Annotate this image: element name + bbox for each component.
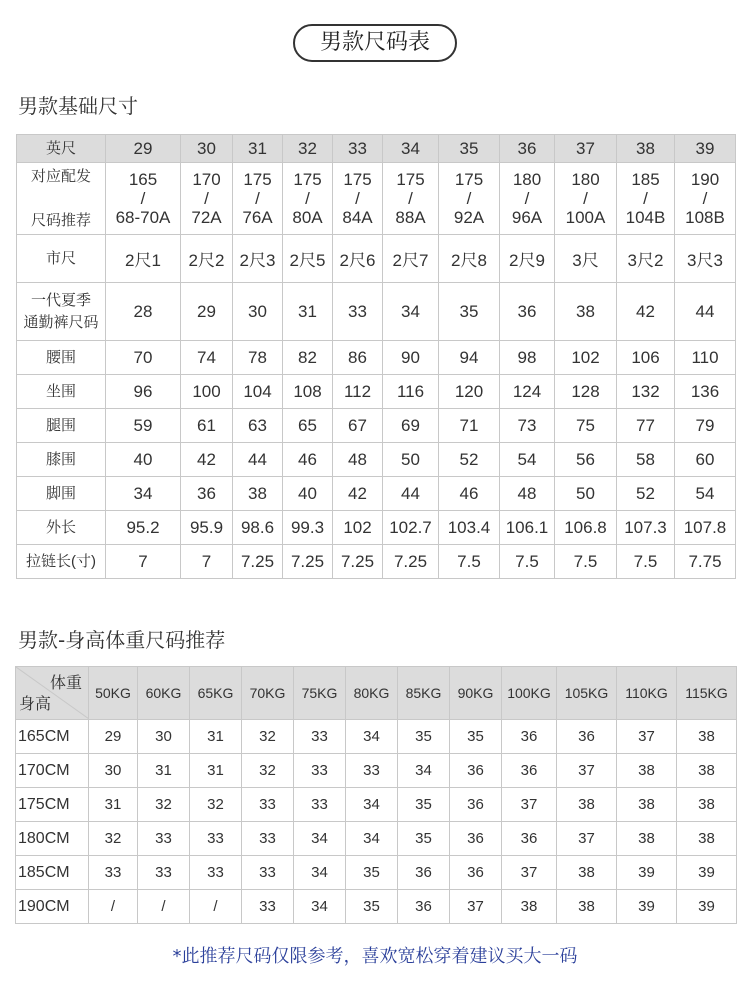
measurement-cell: 104: [233, 375, 283, 409]
measurement-cell: 30: [233, 283, 283, 341]
row-label-line2: 通勤裤尺码: [23, 313, 99, 331]
recommended-size-cell: /: [89, 890, 138, 924]
measurement-cell: 128: [555, 375, 617, 409]
build-code: 72A: [191, 208, 222, 227]
measurement-cell: 124: [500, 375, 555, 409]
height-row: [16, 822, 737, 856]
measurement-cell: 102.7: [383, 511, 439, 545]
weight-header-cell: 110KG: [617, 667, 677, 720]
height-value: 180: [571, 170, 600, 189]
height-separator: /: [524, 189, 530, 208]
measurement-cell: 90: [383, 341, 439, 375]
recommended-size-cell: 36: [450, 754, 502, 788]
height-row: [16, 720, 737, 754]
measurement-cell: 2尺9: [500, 235, 555, 283]
height-row: [16, 788, 737, 822]
measurement-cell: 7.5: [555, 545, 617, 579]
recommended-size-cell: 31: [138, 754, 190, 788]
measurement-cell: 99.3: [283, 511, 333, 545]
weight-header-cell: 50KG: [89, 667, 138, 720]
measurement-cell: 110: [675, 341, 736, 375]
size-header-cell: 34: [383, 135, 439, 163]
recommended-size-cell: 36: [502, 754, 557, 788]
build-code: 104B: [625, 208, 666, 227]
measurement-cell: 46: [283, 443, 333, 477]
height-separator: /: [255, 189, 260, 208]
height-recommend-cell: [617, 163, 675, 235]
measurement-cell: 7.5: [500, 545, 555, 579]
measurement-cell: 70: [106, 341, 181, 375]
weight-header-row: [16, 667, 737, 720]
measurement-cell: 96: [106, 375, 181, 409]
recommended-size-cell: 37: [450, 890, 502, 924]
recommended-size-cell: 30: [89, 754, 138, 788]
measurement-cell: 2尺8: [439, 235, 500, 283]
recommended-size-cell: 34: [294, 822, 346, 856]
recommended-size-cell: 37: [617, 720, 677, 754]
measurement-cell: 34: [106, 477, 181, 511]
height-value: 165: [128, 170, 158, 189]
measurement-cell: 69: [383, 409, 439, 443]
measurement-cell: 112: [333, 375, 383, 409]
size-header-cell: 36: [500, 135, 555, 163]
measurement-cell: 108: [283, 375, 333, 409]
recommended-size-cell: 38: [617, 788, 677, 822]
corner-weight-label: 体重: [49, 675, 82, 692]
row-label: 外长: [17, 511, 106, 545]
row-label-line1: 对应配发: [30, 167, 91, 185]
measurement-cell: 42: [181, 443, 233, 477]
recommended-size-cell: 37: [502, 788, 557, 822]
measurement-cell: 46: [439, 477, 500, 511]
recommended-size-cell: 38: [557, 856, 617, 890]
height-separator: /: [643, 189, 648, 208]
measurement-cell: 106.1: [500, 511, 555, 545]
measurement-cell: 40: [106, 443, 181, 477]
height-recommend-cell: [181, 163, 233, 235]
measurement-cell: 52: [617, 477, 675, 511]
recommended-size-cell: 34: [346, 720, 398, 754]
measurement-cell: 3尺2: [617, 235, 675, 283]
weight-header-cell: 70KG: [242, 667, 294, 720]
page-title: 男款尺码表: [293, 24, 457, 62]
height-recommend-cell: [106, 163, 181, 235]
measurement-cell: 132: [617, 375, 675, 409]
row-label: 腰围: [17, 341, 106, 375]
row-label: 腿围: [17, 409, 106, 443]
height-value: 175: [243, 170, 272, 189]
row-label: 市尺: [17, 235, 106, 283]
measurement-cell: 102: [333, 511, 383, 545]
size-header-cell: 30: [181, 135, 233, 163]
height-value: 185: [631, 170, 660, 189]
measurement-cell: 33: [333, 283, 383, 341]
recommended-size-cell: 33: [242, 788, 294, 822]
recommended-size-cell: 38: [557, 788, 617, 822]
build-code: 100A: [565, 208, 606, 227]
measurement-row: [17, 477, 736, 511]
measurement-cell: 107.3: [617, 511, 675, 545]
measurement-cell: 35: [439, 283, 500, 341]
row-label: 脚围: [17, 477, 106, 511]
recommended-size-cell: 36: [502, 720, 557, 754]
size-header-cell: 31: [233, 135, 283, 163]
recommended-size-cell: 38: [677, 788, 737, 822]
measurement-cell: 38: [233, 477, 283, 511]
measurement-cell: 7.5: [617, 545, 675, 579]
height-row: [16, 856, 737, 890]
height-separator: /: [408, 189, 413, 208]
measurement-cell: 28: [106, 283, 181, 341]
measurement-cell: 59: [106, 409, 181, 443]
recommended-size-cell: 34: [294, 890, 346, 924]
recommended-size-cell: 36: [557, 720, 617, 754]
measurement-cell: 29: [181, 283, 233, 341]
height-separator: /: [355, 189, 360, 208]
height-recommend-cell: [283, 163, 333, 235]
recommended-size-cell: 35: [346, 856, 398, 890]
measurement-row: [17, 341, 736, 375]
measurement-cell: 48: [333, 443, 383, 477]
height-value: 175: [343, 170, 372, 189]
measurement-cell: 34: [383, 283, 439, 341]
measurement-cell: 40: [283, 477, 333, 511]
measurement-cell: 3尺: [555, 235, 617, 283]
build-code: 80A: [292, 208, 323, 227]
measurement-cell: 2尺7: [383, 235, 439, 283]
height-label: 170CM: [16, 754, 89, 788]
footnote: *此推荐尺码仅限参考，喜欢宽松穿着建议买大一码: [172, 946, 578, 967]
measurement-row: [17, 235, 736, 283]
build-code: 84A: [342, 208, 373, 227]
recommended-size-cell: 31: [89, 788, 138, 822]
measurement-row: [17, 511, 736, 545]
height-separator: /: [583, 189, 588, 208]
recommended-size-cell: 38: [677, 720, 737, 754]
weight-header-cell: 85KG: [398, 667, 450, 720]
height-value: 175: [454, 170, 484, 189]
measurement-cell: 65: [283, 409, 333, 443]
recommended-size-cell: 34: [294, 856, 346, 890]
recommended-size-cell: 39: [677, 890, 737, 924]
recommended-size-cell: 38: [557, 890, 617, 924]
measurement-cell: 48: [500, 477, 555, 511]
measurement-cell: 42: [617, 283, 675, 341]
recommended-size-cell: 36: [398, 856, 450, 890]
height-value: 180: [512, 170, 542, 189]
height-value: 170: [192, 170, 221, 189]
height-row: [16, 890, 737, 924]
height-recommend-cell: [439, 163, 500, 235]
height-weight-table: [15, 666, 737, 924]
measurement-cell: 7.75: [675, 545, 736, 579]
measurement-cell: 38: [555, 283, 617, 341]
height-value: 175: [293, 170, 322, 189]
height-recommend-cell: [233, 163, 283, 235]
recommended-size-cell: 35: [450, 720, 502, 754]
recommended-size-cell: 31: [190, 720, 242, 754]
build-code: 96A: [511, 208, 543, 227]
measurement-cell: 44: [233, 443, 283, 477]
measurement-row: [17, 283, 736, 341]
measurement-cell: 60: [675, 443, 736, 477]
measurement-cell: 95.2: [106, 511, 181, 545]
size-header-cell: 38: [617, 135, 675, 163]
recommended-size-cell: 33: [190, 822, 242, 856]
measurement-cell: 44: [675, 283, 736, 341]
recommended-size-cell: 35: [398, 788, 450, 822]
row-label: [17, 283, 106, 341]
measurement-row: [17, 409, 736, 443]
measurement-cell: 102: [555, 341, 617, 375]
recommended-size-cell: 37: [557, 754, 617, 788]
measurement-cell: 75: [555, 409, 617, 443]
measurement-cell: 2尺3: [233, 235, 283, 283]
recommended-size-cell: 32: [242, 720, 294, 754]
recommended-size-cell: 35: [398, 822, 450, 856]
height-recommend-cell: [333, 163, 383, 235]
height-value: 175: [396, 170, 425, 189]
measurement-row: [17, 545, 736, 579]
weight-header-cell: 80KG: [346, 667, 398, 720]
row-label: 拉链长(寸): [17, 545, 106, 579]
recommended-size-cell: 33: [242, 822, 294, 856]
measurement-cell: 50: [555, 477, 617, 511]
measurement-cell: 98.6: [233, 511, 283, 545]
measurement-cell: 106: [617, 341, 675, 375]
size-header-cell: 35: [439, 135, 500, 163]
weight-header-cell: 65KG: [190, 667, 242, 720]
measurement-cell: 63: [233, 409, 283, 443]
recommended-size-cell: 36: [450, 788, 502, 822]
recommended-size-cell: 38: [502, 890, 557, 924]
measurement-cell: 2尺5: [283, 235, 333, 283]
height-label: 180CM: [16, 822, 89, 856]
row-label: 膝围: [17, 443, 106, 477]
size-header-cell: 33: [333, 135, 383, 163]
weight-header-cell: 100KG: [502, 667, 557, 720]
recommended-size-cell: 33: [294, 754, 346, 788]
measurement-cell: 3尺3: [675, 235, 736, 283]
recommended-size-cell: 33: [242, 856, 294, 890]
recommended-size-cell: 35: [398, 720, 450, 754]
measurement-cell: 106.8: [555, 511, 617, 545]
measurement-cell: 2尺2: [181, 235, 233, 283]
height-label: 175CM: [16, 788, 89, 822]
measurement-cell: 61: [181, 409, 233, 443]
measurement-cell: 2尺1: [106, 235, 181, 283]
build-code: 88A: [395, 208, 426, 227]
height-separator: /: [204, 189, 209, 208]
measurement-cell: 74: [181, 341, 233, 375]
measurement-cell: 103.4: [439, 511, 500, 545]
build-code: 108B: [685, 208, 725, 227]
measurement-cell: 7.25: [233, 545, 283, 579]
recommended-size-cell: 33: [89, 856, 138, 890]
row-label: 坐围: [17, 375, 106, 409]
recommended-size-cell: 33: [190, 856, 242, 890]
height-value: 190: [690, 170, 720, 189]
size-header-cell: 39: [675, 135, 736, 163]
measurement-cell: 100: [181, 375, 233, 409]
measurement-cell: 71: [439, 409, 500, 443]
measurement-cell: 44: [383, 477, 439, 511]
measurement-cell: 36: [181, 477, 233, 511]
recommended-size-cell: 38: [677, 822, 737, 856]
recommended-size-cell: 32: [138, 788, 190, 822]
measurement-cell: 56: [555, 443, 617, 477]
recommended-size-cell: 33: [242, 890, 294, 924]
measurement-cell: 79: [675, 409, 736, 443]
measurement-cell: 54: [675, 477, 736, 511]
recommended-size-cell: 33: [346, 754, 398, 788]
height-separator: /: [702, 189, 708, 208]
weight-header-cell: 60KG: [138, 667, 190, 720]
size-header-cell: 29: [106, 135, 181, 163]
build-code: 76A: [242, 208, 273, 227]
section-title-basic-sizes: 男款基础尺寸: [18, 94, 138, 118]
height-recommend-row: [17, 163, 736, 235]
height-recommend-cell: [383, 163, 439, 235]
corner-header-cell: [16, 667, 89, 720]
measurement-cell: 82: [283, 341, 333, 375]
measurement-cell: 94: [439, 341, 500, 375]
weight-header-cell: 105KG: [557, 667, 617, 720]
measurement-row: [17, 443, 736, 477]
size-header-cell: 37: [555, 135, 617, 163]
row-label: 英尺: [17, 135, 106, 163]
weight-header-cell: 75KG: [294, 667, 346, 720]
measurement-cell: 73: [500, 409, 555, 443]
recommended-size-cell: 29: [89, 720, 138, 754]
row-label: [17, 163, 106, 235]
recommended-size-cell: 32: [242, 754, 294, 788]
recommended-size-cell: /: [190, 890, 242, 924]
build-code: 68-70A: [115, 208, 171, 227]
measurement-cell: 52: [439, 443, 500, 477]
measurement-cell: 7.25: [333, 545, 383, 579]
height-recommend-cell: [555, 163, 617, 235]
weight-header-cell: 115KG: [677, 667, 737, 720]
recommended-size-cell: 38: [617, 822, 677, 856]
height-label: 190CM: [16, 890, 89, 924]
height-label: 185CM: [16, 856, 89, 890]
recommended-size-cell: 34: [346, 822, 398, 856]
recommended-size-cell: 33: [294, 788, 346, 822]
height-row: [16, 754, 737, 788]
measurement-cell: 116: [383, 375, 439, 409]
height-recommend-cell: [675, 163, 736, 235]
measurement-cell: 7.25: [283, 545, 333, 579]
basic-size-table: [16, 134, 736, 579]
row-label-line2: 尺码推荐: [30, 211, 91, 229]
measurement-cell: 54: [500, 443, 555, 477]
height-separator: /: [305, 189, 310, 208]
measurement-cell: 120: [439, 375, 500, 409]
measurement-cell: 98: [500, 341, 555, 375]
recommended-size-cell: 34: [346, 788, 398, 822]
measurement-cell: 7.25: [383, 545, 439, 579]
recommended-size-cell: 37: [557, 822, 617, 856]
height-recommend-cell: [500, 163, 555, 235]
corner-height-label: 身高: [19, 696, 52, 713]
weight-header-cell: 90KG: [450, 667, 502, 720]
measurement-cell: 7.5: [439, 545, 500, 579]
recommended-size-cell: 38: [617, 754, 677, 788]
recommended-size-cell: 33: [294, 720, 346, 754]
build-code: 92A: [453, 208, 485, 227]
height-label: 165CM: [16, 720, 89, 754]
recommended-size-cell: 36: [450, 856, 502, 890]
section-title-height-weight: 男款-身高体重尺码推荐: [18, 628, 226, 652]
recommended-size-cell: 31: [190, 754, 242, 788]
measurement-cell: 78: [233, 341, 283, 375]
recommended-size-cell: 39: [617, 856, 677, 890]
measurement-cell: 2尺6: [333, 235, 383, 283]
height-separator: /: [140, 189, 146, 208]
size-header-row: [17, 135, 736, 163]
measurement-cell: 58: [617, 443, 675, 477]
measurement-cell: 67: [333, 409, 383, 443]
measurement-cell: 42: [333, 477, 383, 511]
recommended-size-cell: 38: [677, 754, 737, 788]
recommended-size-cell: 32: [190, 788, 242, 822]
recommended-size-cell: /: [138, 890, 190, 924]
measurement-cell: 7: [106, 545, 181, 579]
recommended-size-cell: 36: [502, 822, 557, 856]
recommended-size-cell: 39: [677, 856, 737, 890]
measurement-row: [17, 375, 736, 409]
recommended-size-cell: 37: [502, 856, 557, 890]
measurement-cell: 95.9: [181, 511, 233, 545]
size-header-cell: 32: [283, 135, 333, 163]
recommended-size-cell: 32: [89, 822, 138, 856]
measurement-cell: 86: [333, 341, 383, 375]
recommended-size-cell: 30: [138, 720, 190, 754]
recommended-size-cell: 34: [398, 754, 450, 788]
measurement-cell: 7: [181, 545, 233, 579]
height-separator: /: [466, 189, 472, 208]
recommended-size-cell: 36: [398, 890, 450, 924]
measurement-cell: 50: [383, 443, 439, 477]
measurement-cell: 136: [675, 375, 736, 409]
recommended-size-cell: 33: [138, 822, 190, 856]
recommended-size-cell: 35: [346, 890, 398, 924]
row-label-line1: 一代夏季: [30, 291, 91, 309]
measurement-cell: 107.8: [675, 511, 736, 545]
measurement-cell: 77: [617, 409, 675, 443]
recommended-size-cell: 36: [450, 822, 502, 856]
measurement-cell: 31: [283, 283, 333, 341]
recommended-size-cell: 39: [617, 890, 677, 924]
measurement-cell: 36: [500, 283, 555, 341]
recommended-size-cell: 33: [138, 856, 190, 890]
